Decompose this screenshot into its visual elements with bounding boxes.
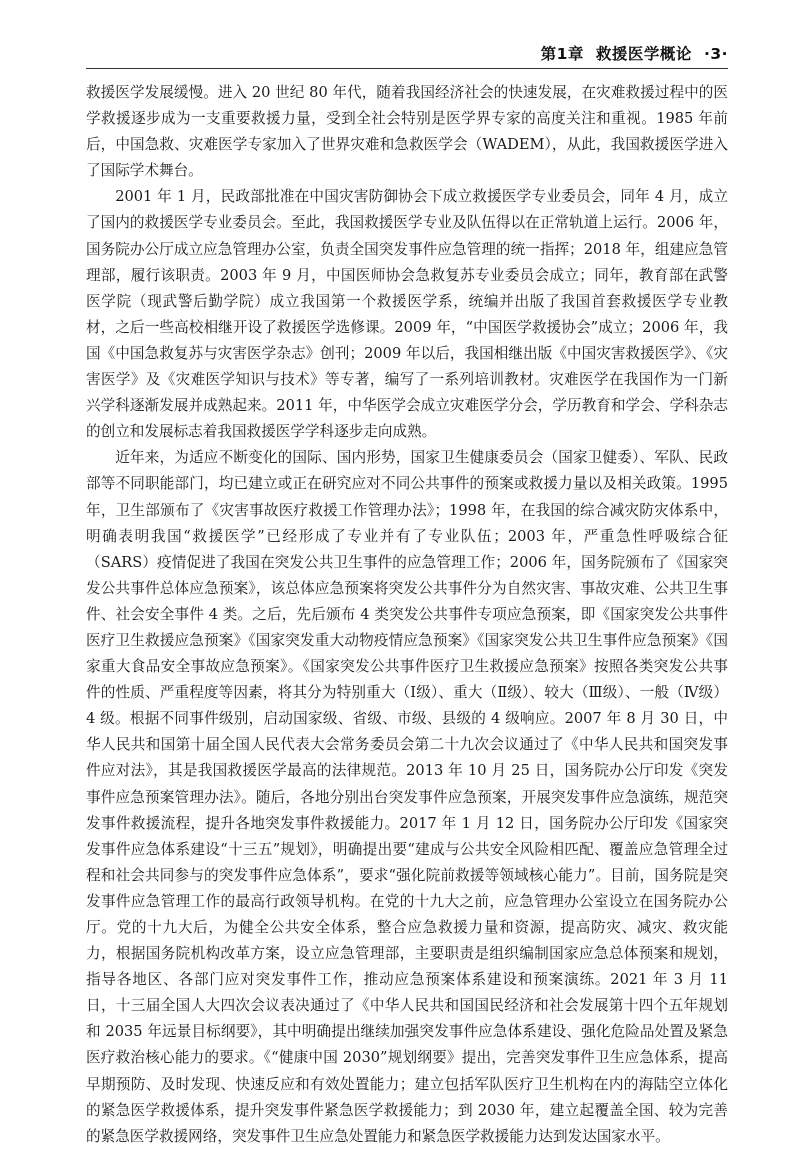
page-number: ·3· bbox=[703, 45, 728, 63]
running-header bbox=[86, 36, 728, 69]
paragraph-continued: 救援医学发展缓慢。进入 20 世纪 80 年代，随着我国经济社会的快速发展，在灾难救援过程中的医学救援逐步成为一支重要救援力量，受到全社会特别是医学界专家的高度关注和重视。1985 年前后，中国急救、灾难医学专家加入了世界灾难和急救医学会（WADEM），从此，我国救援医学进入了国际学术舞台。 bbox=[86, 84, 728, 180]
chapter-title: 救援医学概论 bbox=[595, 45, 692, 63]
chapter-number: 第1章 bbox=[540, 45, 584, 63]
paragraph: 近年来，为适应不断变化的国际、国内形势，国家卫生健康委员会（国家卫健委）、军队、民政部等不同职能部门，均已建立或正在研究应对不同公共事件的预案或救援力量以及相关政策。1995 年，卫生部颁布了《灾害事故医疗救援工作管理办法》；1998 年，在我国的综合减灾防灾体系中，明确表明我国“救援医学”已经形成了专业并有了专业队伍；2003 年，严重急性呼吸综合征（SARS）疫情促进了我国在突发公共卫生事件的应急管理工作；2006 年，国务院颁布了《国家突发公共事件总体应急预案》，该总体应急预案将突发公共事件分为自然灾害、事故灾难、公共卫生事件、社会安全事件 4 类。之后，先后颁布 4 类突发公共事件专项应急预案，即《国家突发公共事件医疗卫生救援应急预案》《国家突发重大动物疫情应急预案》《国家突发公共卫生事件应急预案》《国家重大食品安全事故应急预案》。《国家突发公共事件医疗卫生救援应急预案》按照各类突发公共事件的性质、严重程度等因素，将其分为特别重大（Ⅰ级）、重大（Ⅱ级）、较大（Ⅲ级）、一般（Ⅳ级）4 级。根据不同事件级别，启动国家级、省级、市级、县级的 4 级响应。2007 年 8 月 30 日，中华人民共和国第十届全国人民代表大会常务委员会第二十九次会议通过了《中华人民共和国突发事件应对法》，其是我国救援医学最高的法律规范。2013 年 10 月 25 日，国务院办公厅印发《突发事件应急预案管理办法》。随后，各地分别出台突发事件应急预案，开展突发事件应急演练，规范突发事件救援流程，提升各地突发事件救援能力。2017 年 1 月 12 日，国务院办公厅印发《国家突发事件应急体系建设“十三五”规划》，明确提出要“建成与公共安全风险相匹配、覆盖应急管理全过程和社会共同参与的突发事件应急体系”，要求“强化院前救援等领域核心能力”。目前，国务院是突发事件应急管理工作的最高行政领导机构。在党的十九大之前，应急管理办公室设立在国务院办公厅。党的十九大后，为健全公共安全体系，整合应急救援力量和资源，提高防灾、减灾、救灾能力，根据国务院机构改革方案，设立应急管理部，主要职责是组织编制国家应急总体预案和规划，指导各地区、各部门应对突发事件工作，推动应急预案体系建设和预案演练。2021 年 3 月 11 日，十三届全国人大四次会议表决通过了《中华人民共和国国民经济和社会发展第十四个五年规划和 2035 年远景目标纲要》，其中明确提出继续加强突发事件应急体系建设、强化危险品处置及紧急医疗救治核心能力的要求。《“健康中国 2030”规划纲要》提出，完善突发事件卫生应急体系，提高早期预防、及时发现、快速反应和有效处置能力；建立包括军队医疗卫生机构在内的海陆空立体化的紧急医学救援体系，提升突发事件紧急医学救援能力；到 2030 年，建立起覆盖全国、较为完善的紧急医学救援网络，突发事件卫生应急处置能力和紧急医学救援能力达到发达国家水平。 bbox=[86, 449, 728, 1145]
header-text bbox=[541, 42, 728, 64]
body-text bbox=[86, 80, 728, 1150]
paragraph: 2001 年 1 月，民政部批准在中国灾害防御协会下成立救援医学专业委员会，同年 4 月，成立了国内的救援医学专业委员会。至此，我国救援医学专业及队伍得以在正常轨道上运行。2006 年，国务院办公厅成立应急管理办公室，负责全国突发事件应急管理的统一指挥；2018 年，组建应急管理部，履行该职责。2003 年 9 月，中国医师协会急救复苏专业委员会成立；同年，教育部在武警医学院（现武警后勤学院）成立我国第一个救援医学系，统编并出版了我国首套救援医学专业教材，之后一些高校相继开设了救援医学选修课。2009 年，“中国医学救援协会”成立；2006 年，我国《中国急救复苏与灾害医学杂志》创刊；2009 年以后，我国相继出版《中国灾害救援医学》、《灾害医学》及《灾难医学知识与技术》等专著，编写了一系列培训教材。灾难医学在我国作为一门新兴学科逐渐发展并成熟起来。2011 年，中华医学会成立灾难医学分会，学历教育和学会、学科杂志的创立和发展标志着我国救援医学学科逐步走向成熟。 bbox=[86, 188, 728, 441]
